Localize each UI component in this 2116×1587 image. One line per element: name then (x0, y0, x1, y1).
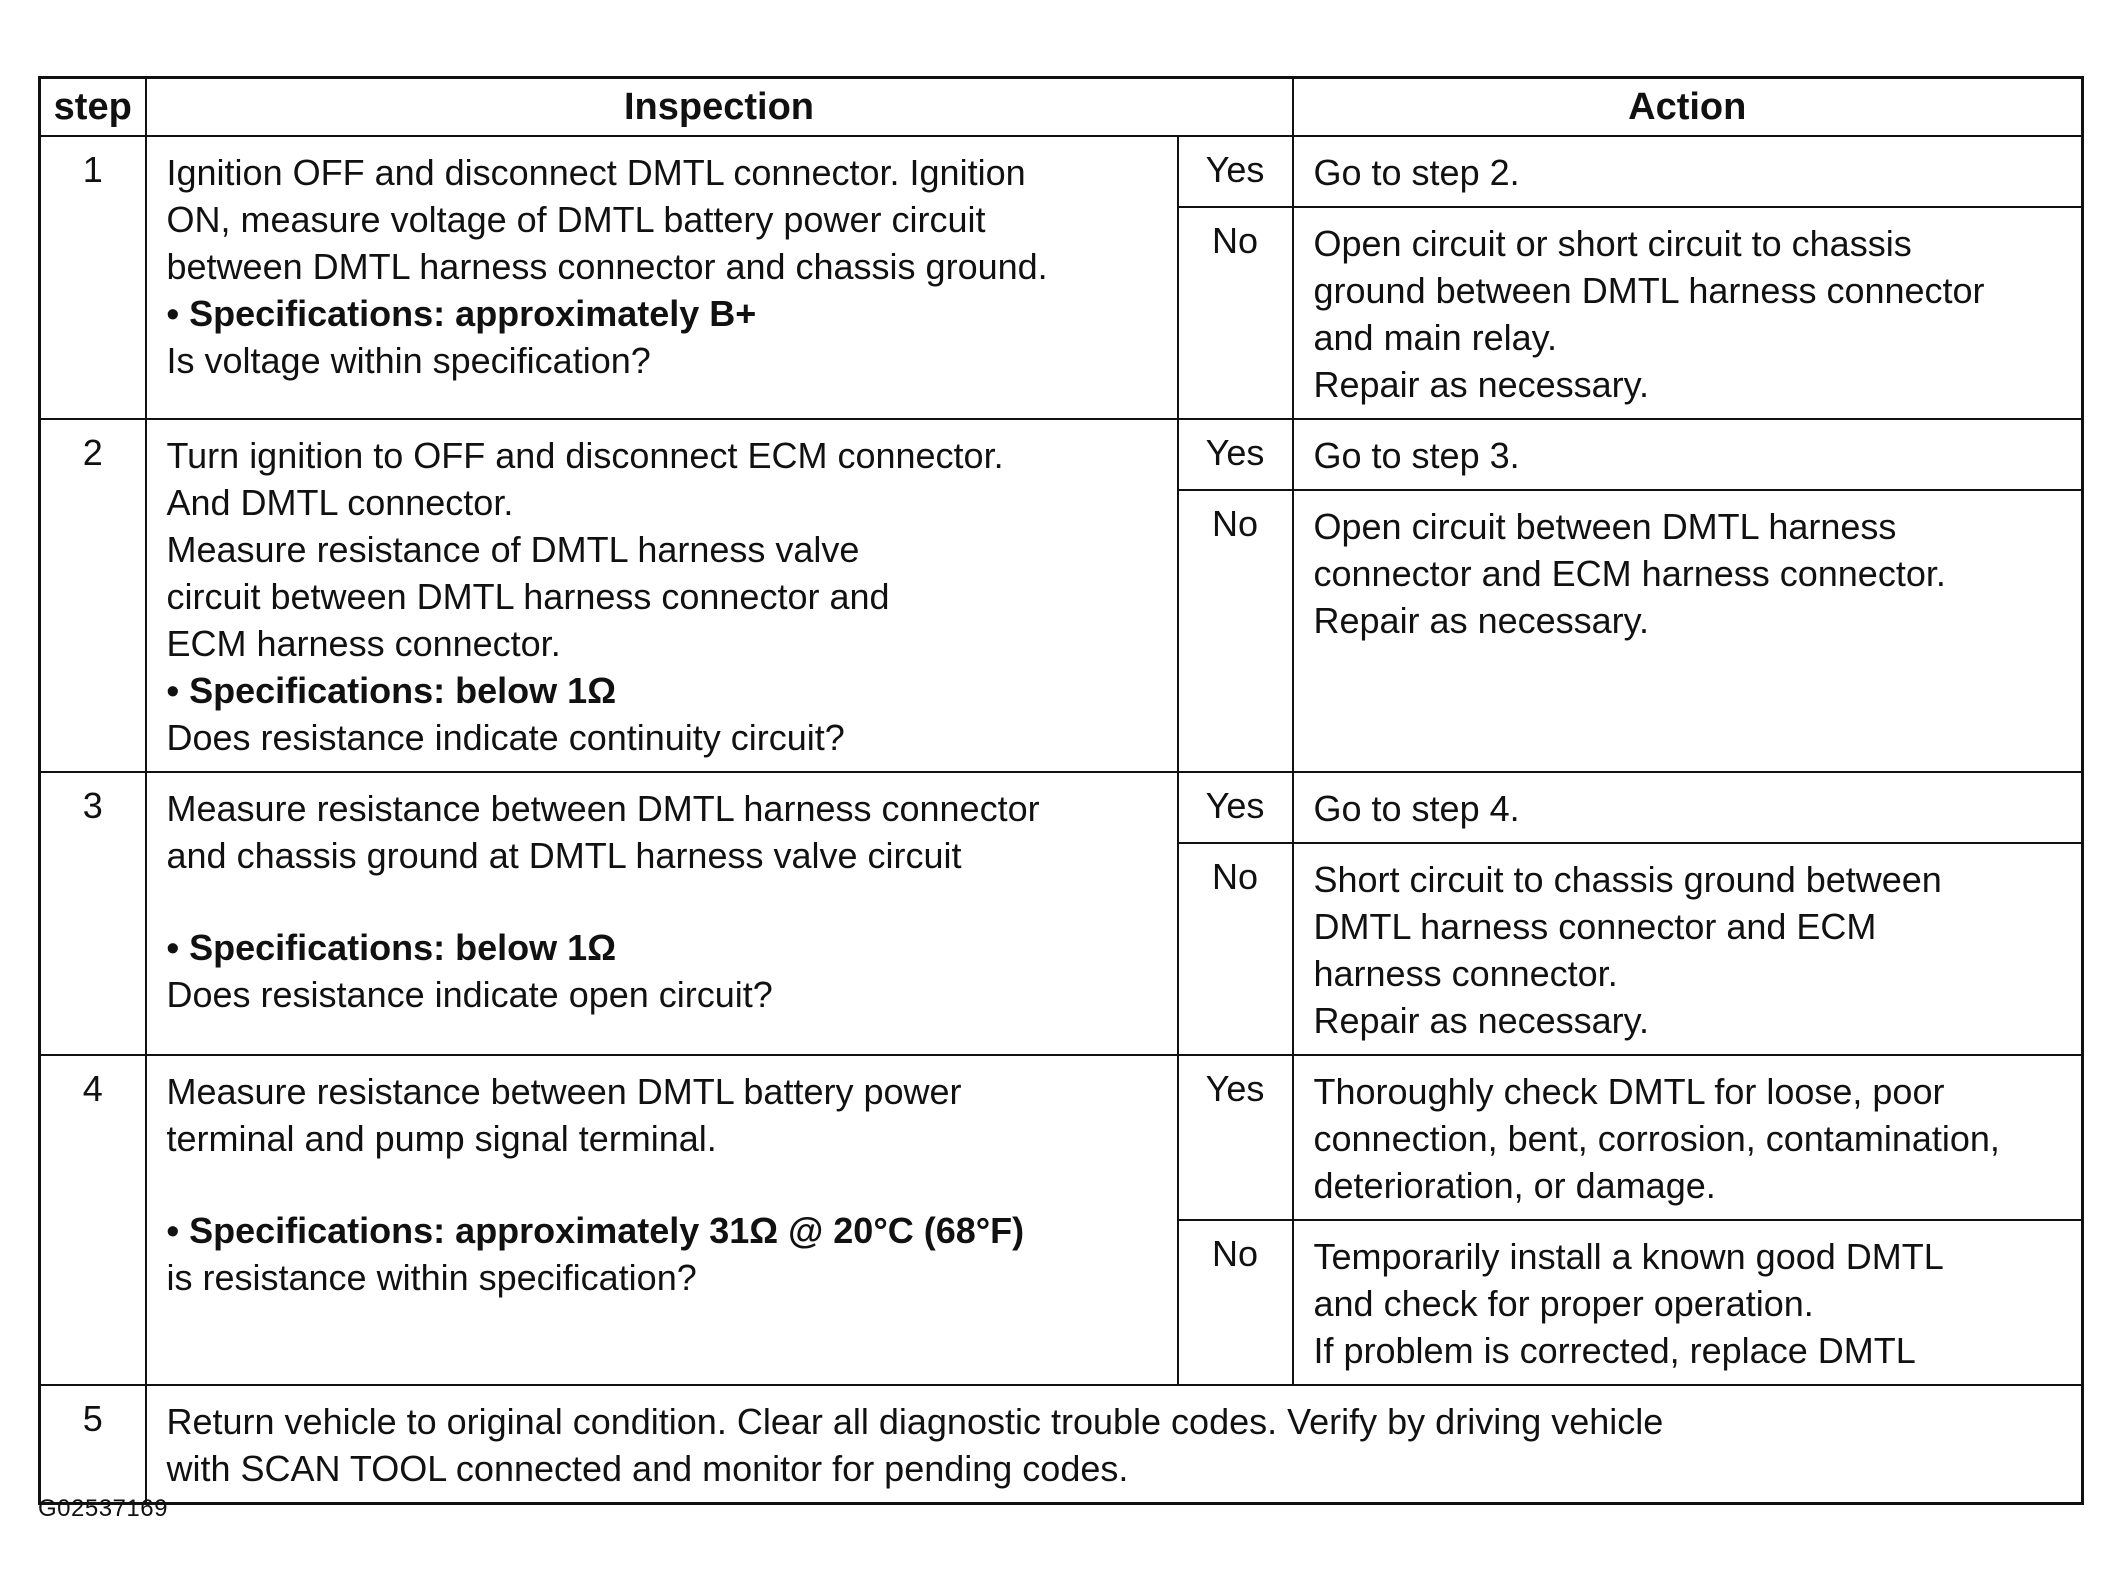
step-row (40, 419, 2083, 490)
yes-action (1293, 1055, 2083, 1220)
action-line: and check for proper operation. (1313, 1283, 1814, 1324)
action-line: Thoroughly check DMTL for loose, poor (1313, 1071, 1945, 1112)
inspection-question: is resistance within specification? (166, 1257, 697, 1298)
no-action (1293, 207, 2083, 419)
final-step-line: Return vehicle to original condition. Clear all diagnostic trouble codes. Verify by driving vehicle (166, 1401, 1664, 1442)
step-number: 2 (40, 419, 146, 772)
inspection-cell (146, 136, 1178, 419)
action-line: Go to step 4. (1313, 788, 1520, 829)
action-line: deterioration, or damage. (1313, 1165, 1716, 1206)
inspection-cell (146, 772, 1178, 1055)
diagnostic-table (38, 76, 2084, 1505)
inspection-line: Measure resistance between DMTL battery power (166, 1071, 962, 1112)
inspection-line: Measure resistance of DMTL harness valve (166, 529, 860, 570)
action-line: Temporarily install a known good DMTL (1313, 1236, 1944, 1277)
no-label: No (1178, 1220, 1293, 1385)
no-action (1293, 1220, 2083, 1385)
specification: • Specifications: below 1Ω (166, 927, 617, 968)
action-line: If problem is corrected, replace DMTL (1313, 1330, 1916, 1371)
action-line: Go to step 3. (1313, 435, 1520, 476)
step-number: 3 (40, 772, 146, 1055)
yes-label: Yes (1178, 136, 1293, 207)
specification: • Specifications: approximately B+ (166, 293, 757, 334)
no-label: No (1178, 207, 1293, 419)
inspection-line: and chassis ground at DMTL harness valve circuit (166, 835, 962, 876)
inspection-line: between DMTL harness connector and chassis ground. (166, 246, 1048, 287)
header-step: step (40, 78, 146, 137)
step-number: 1 (40, 136, 146, 419)
action-line: ground between DMTL harness connector (1313, 270, 1985, 311)
spacer (167, 1162, 1161, 1207)
inspection-line: terminal and pump signal terminal. (166, 1118, 717, 1159)
action-line: connector and ECM harness connector. (1313, 553, 1946, 595)
specification: • Specifications: approximately 31Ω @ 20°C (68°F) (166, 1210, 1025, 1251)
inspection-line: Ignition OFF and disconnect DMTL connector. Ignition (166, 152, 1026, 193)
inspection-question: Does resistance indicate open circuit? (166, 974, 773, 1015)
final-step-line: with SCAN TOOL connected and monitor for pending codes. (166, 1448, 1129, 1489)
yes-label: Yes (1178, 419, 1293, 490)
yes-label: Yes (1178, 1055, 1293, 1220)
final-step-row (40, 1385, 2083, 1504)
action-line: DMTL harness connector and ECM (1313, 906, 1877, 947)
specification: • Specifications: below 1Ω (166, 670, 617, 711)
inspection-line: circuit between DMTL harness connector and (166, 576, 890, 617)
action-line: Open circuit or short circuit to chassis (1313, 223, 1912, 264)
step-number: 5 (40, 1385, 146, 1504)
step-row (40, 772, 2083, 843)
step-number: 4 (40, 1055, 146, 1385)
yes-action (1293, 772, 2083, 843)
figure-id: G02537169 (38, 1495, 168, 1522)
action-line: Repair as necessary. (1313, 1000, 1649, 1041)
header-row (40, 78, 2083, 137)
header-action: Action (1293, 78, 2083, 137)
yes-action (1293, 419, 2083, 490)
action-line: connection, bent, corrosion, contamination, (1313, 1118, 2000, 1159)
yes-label: Yes (1178, 772, 1293, 843)
inspection-line: And DMTL connector. (166, 482, 514, 523)
action-line: Short circuit to chassis ground between (1313, 859, 1942, 900)
inspection-question: Does resistance indicate continuity circuit? (166, 717, 845, 758)
no-label: No (1178, 490, 1293, 772)
step-row (40, 136, 2083, 207)
inspection-line: ON, measure voltage of DMTL battery power circuit (166, 199, 986, 240)
no-action (1293, 843, 2083, 1055)
action-line: Repair as necessary. (1313, 364, 1649, 405)
inspection-question: Is voltage within specification? (166, 340, 651, 381)
inspection-line: Measure resistance between DMTL harness connector (166, 788, 1040, 829)
action-line: Repair as necessary. (1313, 600, 1649, 642)
no-action (1293, 490, 2083, 772)
final-step-cell (146, 1385, 2083, 1504)
no-label: No (1178, 843, 1293, 1055)
yes-action (1293, 136, 2083, 207)
spacer (167, 879, 1161, 924)
action-line: Go to step 2. (1313, 152, 1520, 193)
header-inspection: Inspection (146, 78, 1293, 137)
action-line: harness connector. (1313, 953, 1618, 994)
inspection-cell (146, 419, 1178, 772)
action-line: Open circuit between DMTL harness (1313, 506, 1897, 548)
inspection-cell (146, 1055, 1178, 1385)
action-line: and main relay. (1313, 317, 1557, 358)
step-row (40, 1055, 2083, 1220)
inspection-line: ECM harness connector. (166, 623, 561, 664)
inspection-line: Turn ignition to OFF and disconnect ECM connector. (166, 435, 1004, 476)
